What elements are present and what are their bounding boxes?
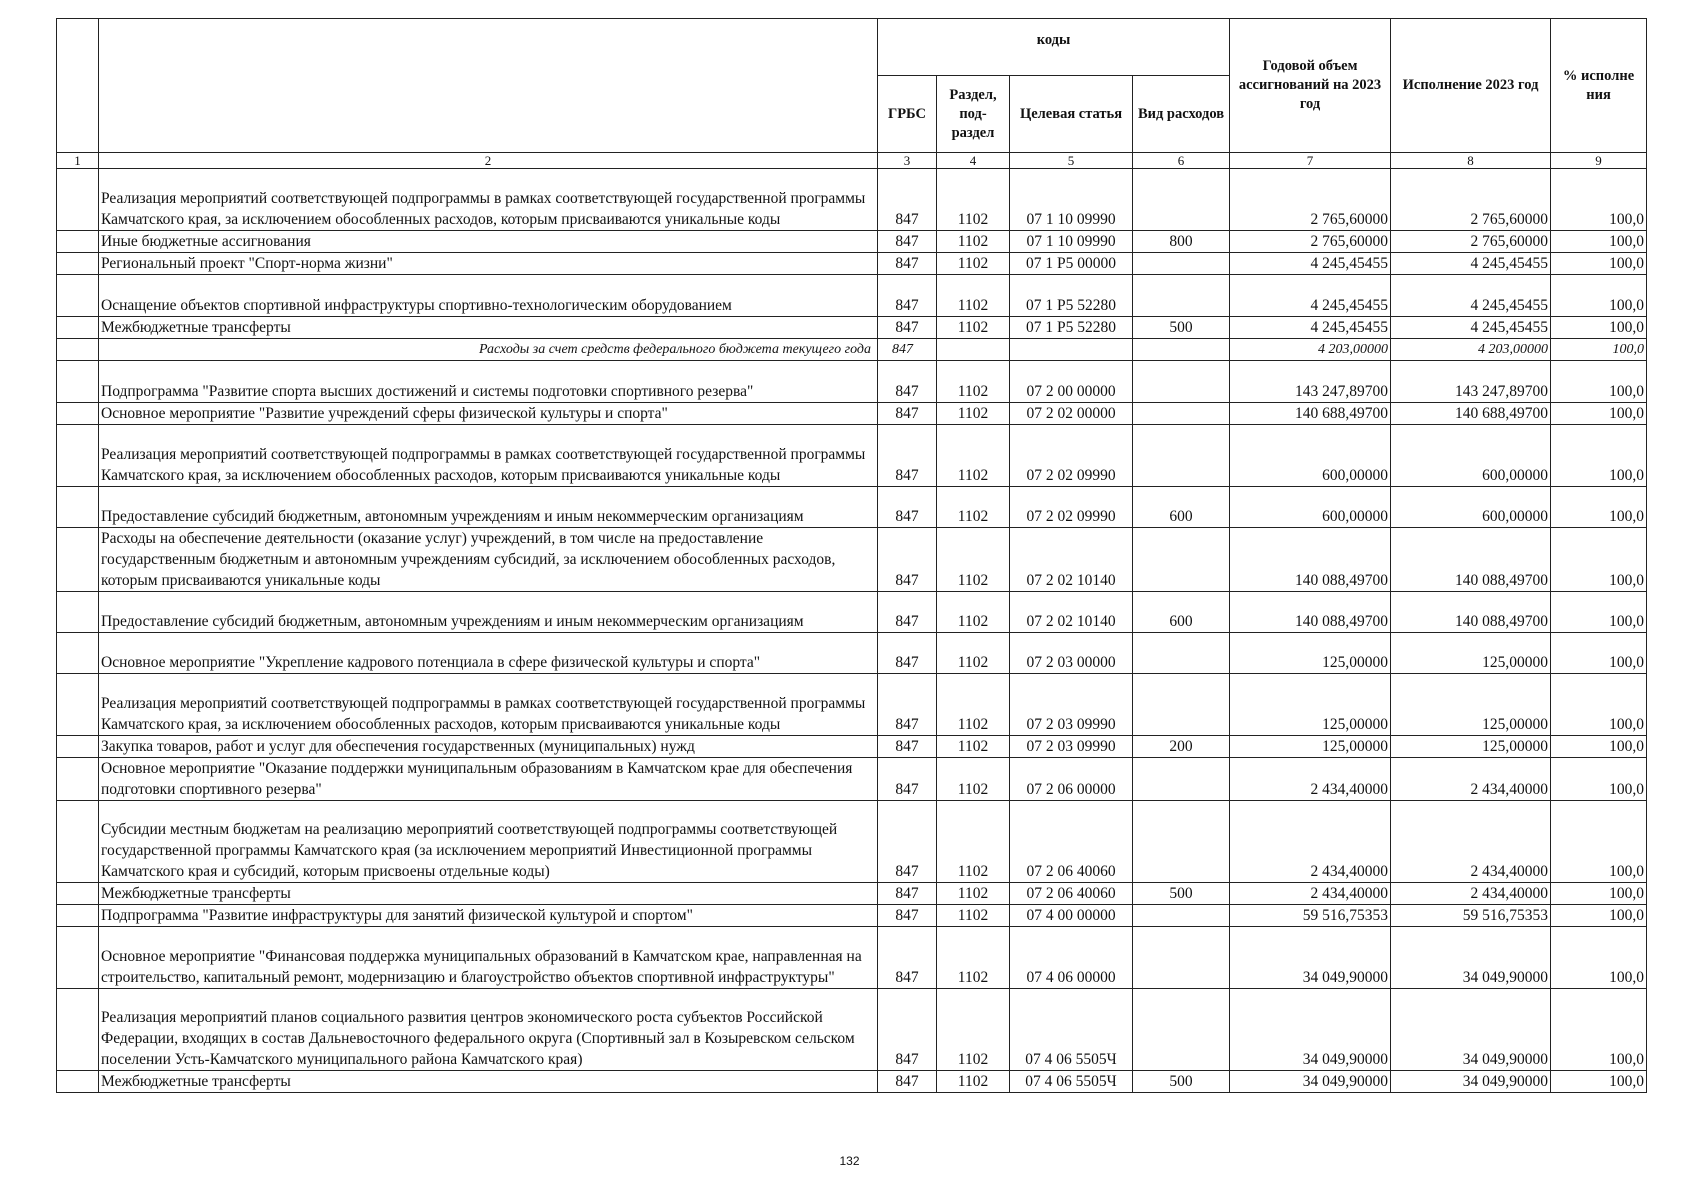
row-index [57, 231, 99, 253]
row-execution-amount: 2 434,40000 [1391, 758, 1551, 801]
row-execution-amount: 125,00000 [1391, 674, 1551, 736]
row-execution-amount: 34 049,90000 [1391, 989, 1551, 1071]
table-row [57, 674, 1647, 736]
row-section: 1102 [937, 425, 1010, 487]
col-number: 3 [878, 153, 937, 169]
row-grbs: 847 [878, 231, 937, 253]
row-annual-amount: 125,00000 [1230, 736, 1391, 758]
row-annual-amount: 34 049,90000 [1230, 927, 1391, 989]
row-section: 1102 [937, 231, 1010, 253]
row-annual-amount: 2 765,60000 [1230, 231, 1391, 253]
row-expense-type [1133, 339, 1230, 361]
row-execution-amount: 4 245,45455 [1391, 253, 1551, 275]
row-name: Реализация мероприятий соответствующей подпрограммы в рамках соответствующей государственной программы Камчатского края, за исключением обособленных расходов, которым присваиваются уникальные коды [99, 169, 878, 231]
row-name: Расходы за счет средств федерального бюджета текущего года [99, 339, 878, 361]
row-expense-type: 500 [1133, 317, 1230, 339]
row-section: 1102 [937, 633, 1010, 674]
row-name: Межбюджетные трансферты [99, 883, 878, 905]
row-percent: 100,0 [1551, 674, 1647, 736]
row-name: Реализация мероприятий соответствующей подпрограммы в рамках соответствующей государственной программы Камчатского края, за исключением обособленных расходов, которым присваиваются уникальные коды [99, 425, 878, 487]
row-name: Подпрограмма "Развитие спорта высших достижений и системы подготовки спортивного резерва" [99, 361, 878, 403]
row-annual-amount: 600,00000 [1230, 425, 1391, 487]
row-annual-amount: 34 049,90000 [1230, 989, 1391, 1071]
column-number-row [57, 153, 1647, 169]
row-target: 07 1 Р5 00000 [1010, 253, 1133, 275]
row-section: 1102 [937, 927, 1010, 989]
row-annual-amount: 140 088,49700 [1230, 528, 1391, 592]
row-grbs: 847 [878, 275, 937, 317]
row-grbs: 847 [878, 487, 937, 528]
row-index [57, 487, 99, 528]
page-number: 132 [839, 1154, 860, 1168]
row-percent: 100,0 [1551, 633, 1647, 674]
row-index [57, 317, 99, 339]
row-name: Реализация мероприятий соответствующей подпрограммы в рамках соответствующей государственной программы Камчатского края, за исключением обособленных расходов, которым присваиваются уникальные коды [99, 674, 878, 736]
row-percent: 100,0 [1551, 253, 1647, 275]
row-grbs: 847 [878, 592, 937, 633]
row-execution-amount: 125,00000 [1391, 633, 1551, 674]
row-execution-amount: 59 516,75353 [1391, 905, 1551, 927]
col-number: 2 [99, 153, 878, 169]
table-row [57, 801, 1647, 883]
row-grbs: 847 [878, 339, 937, 361]
row-expense-type [1133, 169, 1230, 231]
row-section: 1102 [937, 361, 1010, 403]
row-index [57, 1071, 99, 1093]
row-index [57, 758, 99, 801]
row-execution-amount: 2 434,40000 [1391, 801, 1551, 883]
row-percent: 100,0 [1551, 361, 1647, 403]
row-execution-amount: 600,00000 [1391, 487, 1551, 528]
row-execution-amount: 2 765,60000 [1391, 231, 1551, 253]
row-name: Региональный проект "Спорт-норма жизни" [99, 253, 878, 275]
row-expense-type [1133, 989, 1230, 1071]
row-grbs: 847 [878, 253, 937, 275]
row-annual-amount: 2 434,40000 [1230, 758, 1391, 801]
row-percent: 100,0 [1551, 1071, 1647, 1093]
row-execution-amount: 143 247,89700 [1391, 361, 1551, 403]
col-number: 4 [937, 153, 1010, 169]
table-header [57, 19, 1647, 169]
row-expense-type [1133, 633, 1230, 674]
row-annual-amount: 2 434,40000 [1230, 801, 1391, 883]
row-grbs: 847 [878, 883, 937, 905]
budget-table [56, 18, 1647, 1093]
row-percent: 100,0 [1551, 231, 1647, 253]
row-expense-type: 600 [1133, 592, 1230, 633]
row-percent: 100,0 [1551, 403, 1647, 425]
row-percent: 100,0 [1551, 758, 1647, 801]
row-index [57, 927, 99, 989]
row-execution-amount: 4 245,45455 [1391, 317, 1551, 339]
row-index [57, 361, 99, 403]
row-grbs: 847 [878, 403, 937, 425]
row-grbs: 847 [878, 317, 937, 339]
row-section: 1102 [937, 758, 1010, 801]
row-index [57, 169, 99, 231]
row-index [57, 905, 99, 927]
row-grbs: 847 [878, 801, 937, 883]
table-row [57, 528, 1647, 592]
row-section: 1102 [937, 317, 1010, 339]
row-expense-type [1133, 361, 1230, 403]
row-name: Межбюджетные трансферты [99, 317, 878, 339]
table-row [57, 883, 1647, 905]
row-name: Основное мероприятие "Укрепление кадрового потенциала в сфере физической культуры и спорта" [99, 633, 878, 674]
row-target: 07 2 02 00000 [1010, 403, 1133, 425]
row-name: Закупка товаров, работ и услуг для обеспечения государственных (муниципальных) нужд [99, 736, 878, 758]
row-name: Предоставление субсидий бюджетным, автономным учреждениям и иным некоммерческим организациям [99, 592, 878, 633]
row-target: 07 4 00 00000 [1010, 905, 1133, 927]
row-execution-amount: 2 434,40000 [1391, 883, 1551, 905]
row-section: 1102 [937, 487, 1010, 528]
col-number: 6 [1133, 153, 1230, 169]
row-percent: 100,0 [1551, 927, 1647, 989]
row-index [57, 403, 99, 425]
row-index [57, 339, 99, 361]
header-codes-group: коды [878, 19, 1230, 76]
row-index [57, 989, 99, 1071]
row-percent: 100,0 [1551, 425, 1647, 487]
row-target: 07 2 03 09990 [1010, 674, 1133, 736]
col-number: 5 [1010, 153, 1133, 169]
row-section: 1102 [937, 989, 1010, 1071]
row-annual-amount: 140 688,49700 [1230, 403, 1391, 425]
row-expense-type [1133, 253, 1230, 275]
row-percent: 100,0 [1551, 528, 1647, 592]
header-section: Раздел, под-раздел [937, 76, 1010, 153]
table-row [57, 317, 1647, 339]
table-row [57, 361, 1647, 403]
col-number: 9 [1551, 153, 1647, 169]
row-name: Основное мероприятие "Развитие учреждений сферы физической культуры и спорта" [99, 403, 878, 425]
row-section: 1102 [937, 253, 1010, 275]
header-execution: Исполнение 2023 год [1391, 19, 1551, 153]
row-annual-amount: 125,00000 [1230, 633, 1391, 674]
header-target: Целевая статья [1010, 76, 1133, 153]
row-index [57, 592, 99, 633]
row-execution-amount: 600,00000 [1391, 425, 1551, 487]
row-target: 07 2 02 09990 [1010, 425, 1133, 487]
row-execution-amount: 4 245,45455 [1391, 275, 1551, 317]
row-annual-amount: 140 088,49700 [1230, 592, 1391, 633]
row-percent: 100,0 [1551, 317, 1647, 339]
table-row [57, 1071, 1647, 1093]
row-percent: 100,0 [1551, 275, 1647, 317]
row-name: Подпрограмма "Развитие инфраструктуры для занятий физической культурой и спортом" [99, 905, 878, 927]
table-row-federal-subtotal [57, 339, 1647, 361]
row-index [57, 275, 99, 317]
row-expense-type [1133, 425, 1230, 487]
row-annual-amount: 59 516,75353 [1230, 905, 1391, 927]
row-index [57, 528, 99, 592]
row-section: 1102 [937, 883, 1010, 905]
row-target: 07 1 Р5 52280 [1010, 275, 1133, 317]
table-row [57, 253, 1647, 275]
row-index [57, 633, 99, 674]
row-grbs: 847 [878, 927, 937, 989]
header-expense-type: Вид расходов [1133, 76, 1230, 153]
table-row [57, 592, 1647, 633]
row-execution-amount: 125,00000 [1391, 736, 1551, 758]
row-annual-amount: 4 203,00000 [1230, 339, 1391, 361]
table-row [57, 403, 1647, 425]
row-grbs: 847 [878, 758, 937, 801]
row-percent: 100,0 [1551, 905, 1647, 927]
row-section: 1102 [937, 801, 1010, 883]
row-name: Основное мероприятие "Оказание поддержки муниципальным образованиям в Камчатском крае для обеспечения подготовки спортивного резерва" [99, 758, 878, 801]
row-execution-amount: 140 688,49700 [1391, 403, 1551, 425]
col-number: 8 [1391, 153, 1551, 169]
row-section: 1102 [937, 905, 1010, 927]
row-expense-type: 200 [1133, 736, 1230, 758]
row-annual-amount: 34 049,90000 [1230, 1071, 1391, 1093]
row-annual-amount: 143 247,89700 [1230, 361, 1391, 403]
row-section: 1102 [937, 528, 1010, 592]
row-annual-amount: 4 245,45455 [1230, 253, 1391, 275]
row-grbs: 847 [878, 425, 937, 487]
row-annual-amount: 125,00000 [1230, 674, 1391, 736]
row-expense-type: 600 [1133, 487, 1230, 528]
header-grbs: ГРБС [878, 76, 937, 153]
row-target: 07 2 06 40060 [1010, 801, 1133, 883]
row-target: 07 2 00 00000 [1010, 361, 1133, 403]
row-target: 07 2 03 09990 [1010, 736, 1133, 758]
row-name: Межбюджетные трансферты [99, 1071, 878, 1093]
table-row [57, 736, 1647, 758]
row-target: 07 4 06 5505Ч [1010, 1071, 1133, 1093]
table-row [57, 758, 1647, 801]
row-grbs: 847 [878, 674, 937, 736]
header-index-cell [57, 19, 99, 153]
header-name-cell [99, 19, 878, 153]
row-execution-amount: 34 049,90000 [1391, 927, 1551, 989]
row-target: 07 1 Р5 52280 [1010, 317, 1133, 339]
row-expense-type [1133, 758, 1230, 801]
table-row [57, 487, 1647, 528]
row-index [57, 425, 99, 487]
row-target: 07 4 06 00000 [1010, 927, 1133, 989]
row-target: 07 2 02 10140 [1010, 528, 1133, 592]
row-section: 1102 [937, 403, 1010, 425]
row-index [57, 736, 99, 758]
row-percent: 100,0 [1551, 801, 1647, 883]
row-annual-amount: 600,00000 [1230, 487, 1391, 528]
row-section: 1102 [937, 736, 1010, 758]
row-name: Иные бюджетные ассигнования [99, 231, 878, 253]
row-percent: 100,0 [1551, 487, 1647, 528]
table-row [57, 927, 1647, 989]
col-number: 7 [1230, 153, 1391, 169]
row-index [57, 674, 99, 736]
row-expense-type [1133, 905, 1230, 927]
table-row [57, 231, 1647, 253]
row-grbs: 847 [878, 1071, 937, 1093]
row-percent: 100,0 [1551, 339, 1647, 361]
row-expense-type [1133, 927, 1230, 989]
col-number: 1 [57, 153, 99, 169]
row-annual-amount: 4 245,45455 [1230, 317, 1391, 339]
row-target [1010, 339, 1133, 361]
row-expense-type [1133, 674, 1230, 736]
table-row [57, 275, 1647, 317]
row-grbs: 847 [878, 989, 937, 1071]
row-index [57, 883, 99, 905]
row-target: 07 1 10 09990 [1010, 231, 1133, 253]
row-target: 07 4 06 5505Ч [1010, 989, 1133, 1071]
row-execution-amount: 2 765,60000 [1391, 169, 1551, 231]
row-grbs: 847 [878, 361, 937, 403]
row-expense-type: 800 [1133, 231, 1230, 253]
table-row [57, 425, 1647, 487]
header-annual: Годовой объем ассигнований на 2023 год [1230, 19, 1391, 153]
row-grbs: 847 [878, 169, 937, 231]
row-annual-amount: 2 434,40000 [1230, 883, 1391, 905]
row-name: Основное мероприятие "Финансовая поддержка муниципальных образований в Камчатском крае, направленная на строительство, капитальный ремонт, модернизацию и благоустройство объектов спортивной инфраструктуры" [99, 927, 878, 989]
row-annual-amount: 2 765,60000 [1230, 169, 1391, 231]
row-percent: 100,0 [1551, 736, 1647, 758]
row-grbs: 847 [878, 633, 937, 674]
row-section: 1102 [937, 275, 1010, 317]
row-grbs: 847 [878, 528, 937, 592]
row-percent: 100,0 [1551, 169, 1647, 231]
row-name: Расходы на обеспечение деятельности (оказание услуг) учреждений, в том числе на предоставление государственным бюджетным и автономным учреждениям субсидий, за исключением обособленных расходов, которым присваиваются уникальные коды [99, 528, 878, 592]
row-section [937, 339, 1010, 361]
row-name: Субсидии местным бюджетам на реализацию мероприятий соответствующей подпрограммы соответствующей государственной программы Камчатского края (за исключением мероприятий Инвестиционной программы Камчатского края и субсидий, которым присвоены отдельные коды) [99, 801, 878, 883]
table-row [57, 169, 1647, 231]
table-row [57, 905, 1647, 927]
row-execution-amount: 4 203,00000 [1391, 339, 1551, 361]
row-name: Предоставление субсидий бюджетным, автономным учреждениям и иным некоммерческим организациям [99, 487, 878, 528]
row-execution-amount: 140 088,49700 [1391, 528, 1551, 592]
table-row [57, 989, 1647, 1071]
row-expense-type [1133, 275, 1230, 317]
row-target: 07 2 06 00000 [1010, 758, 1133, 801]
row-index [57, 801, 99, 883]
row-annual-amount: 4 245,45455 [1230, 275, 1391, 317]
row-expense-type [1133, 528, 1230, 592]
row-percent: 100,0 [1551, 989, 1647, 1071]
row-expense-type: 500 [1133, 1071, 1230, 1093]
row-target: 07 2 02 09990 [1010, 487, 1133, 528]
row-expense-type [1133, 403, 1230, 425]
row-name: Реализация мероприятий планов социального развития центров экономического роста субъектов Российской Федерации, входящих в состав Дальневосточного федерального округа (Спортивный зал в Козыревском сельском поселении Усть-Камчатского муниципального района Камчатского края) [99, 989, 878, 1071]
row-grbs: 847 [878, 905, 937, 927]
row-index [57, 253, 99, 275]
row-execution-amount: 140 088,49700 [1391, 592, 1551, 633]
row-target: 07 2 06 40060 [1010, 883, 1133, 905]
table-body [57, 169, 1647, 1093]
table-row [57, 633, 1647, 674]
row-execution-amount: 34 049,90000 [1391, 1071, 1551, 1093]
row-expense-type: 500 [1133, 883, 1230, 905]
row-section: 1102 [937, 169, 1010, 231]
row-expense-type [1133, 801, 1230, 883]
header-percent: % исполне ния [1551, 19, 1647, 153]
row-section: 1102 [937, 674, 1010, 736]
budget-sheet [56, 18, 1646, 1093]
row-target: 07 1 10 09990 [1010, 169, 1133, 231]
row-section: 1102 [937, 592, 1010, 633]
row-section: 1102 [937, 1071, 1010, 1093]
row-name: Оснащение объектов спортивной инфраструктуры спортивно-технологическим оборудованием [99, 275, 878, 317]
row-target: 07 2 03 00000 [1010, 633, 1133, 674]
row-target: 07 2 02 10140 [1010, 592, 1133, 633]
row-percent: 100,0 [1551, 883, 1647, 905]
row-percent: 100,0 [1551, 592, 1647, 633]
row-grbs: 847 [878, 736, 937, 758]
